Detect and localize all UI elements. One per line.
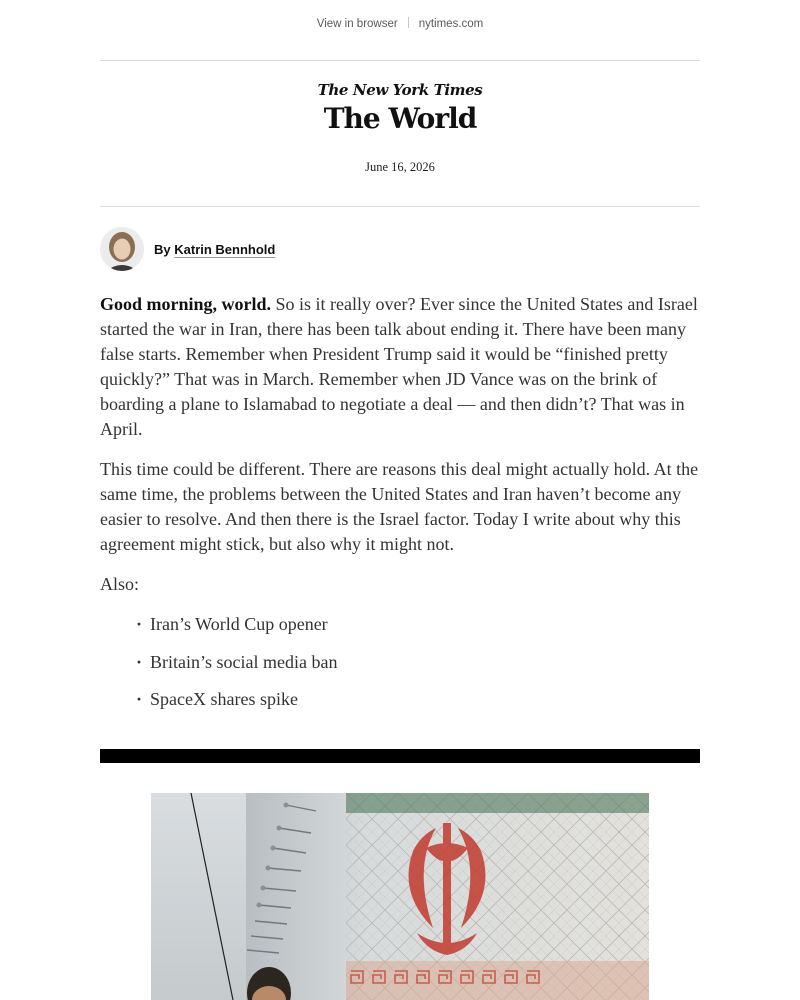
byline [100, 227, 275, 271]
intro-text: So is it really over? Ever since the United States and Israel started the war in Iran, there has been talk about ending it. There have been many false starts. Remember when President Trump said it would be “finished pretty quickly?” That was in March. Remember when JD Vance was on the brink of boarding a plane to Islamabad to negotiate a deal — and then didn’t? That was in April. [100, 294, 698, 439]
also-label: Also: [100, 574, 140, 594]
newsletter-title: The World [323, 102, 477, 135]
iran-emblem-wall-image [151, 793, 649, 1000]
author-avatar [100, 227, 144, 271]
lead-photo[interactable] [151, 793, 649, 1000]
nyt-logo[interactable]: The New York Times [317, 81, 483, 99]
also-item-spacex: · SpaceX shares spike [136, 687, 700, 712]
also-item-social-media-ban: · Britain’s social media ban [136, 650, 700, 675]
byline-text [154, 242, 275, 257]
masthead [0, 80, 800, 136]
paragraph-intro [100, 292, 700, 442]
greeting: Good morning, world. [100, 294, 272, 314]
author-link[interactable]: Katrin Bennhold [174, 241, 276, 257]
section-divider-bar [100, 749, 700, 763]
issue-date: June 16, 2026 [365, 160, 435, 174]
top-divider [100, 60, 700, 61]
header-divider [100, 206, 700, 207]
also-item-world-cup: · Iran’s World Cup opener [136, 612, 700, 637]
top-links [0, 17, 800, 30]
article-body [100, 292, 700, 725]
paragraph-second: This time could be different. There are reasons this deal might actually hold. At the same time, the problems between the United States and Iran haven’t become any easier to resolve. And then there is the Israel factor. Today I write about why this agreement might stick, but also why it might not. [100, 459, 699, 554]
view-in-browser-link[interactable]: View in browser [316, 18, 398, 30]
link-divider [408, 17, 409, 28]
byline-prefix: By [154, 241, 171, 257]
author-portrait-icon [100, 227, 144, 271]
also-list [100, 612, 700, 712]
nytimes-link[interactable]: nytimes.com [418, 18, 484, 30]
